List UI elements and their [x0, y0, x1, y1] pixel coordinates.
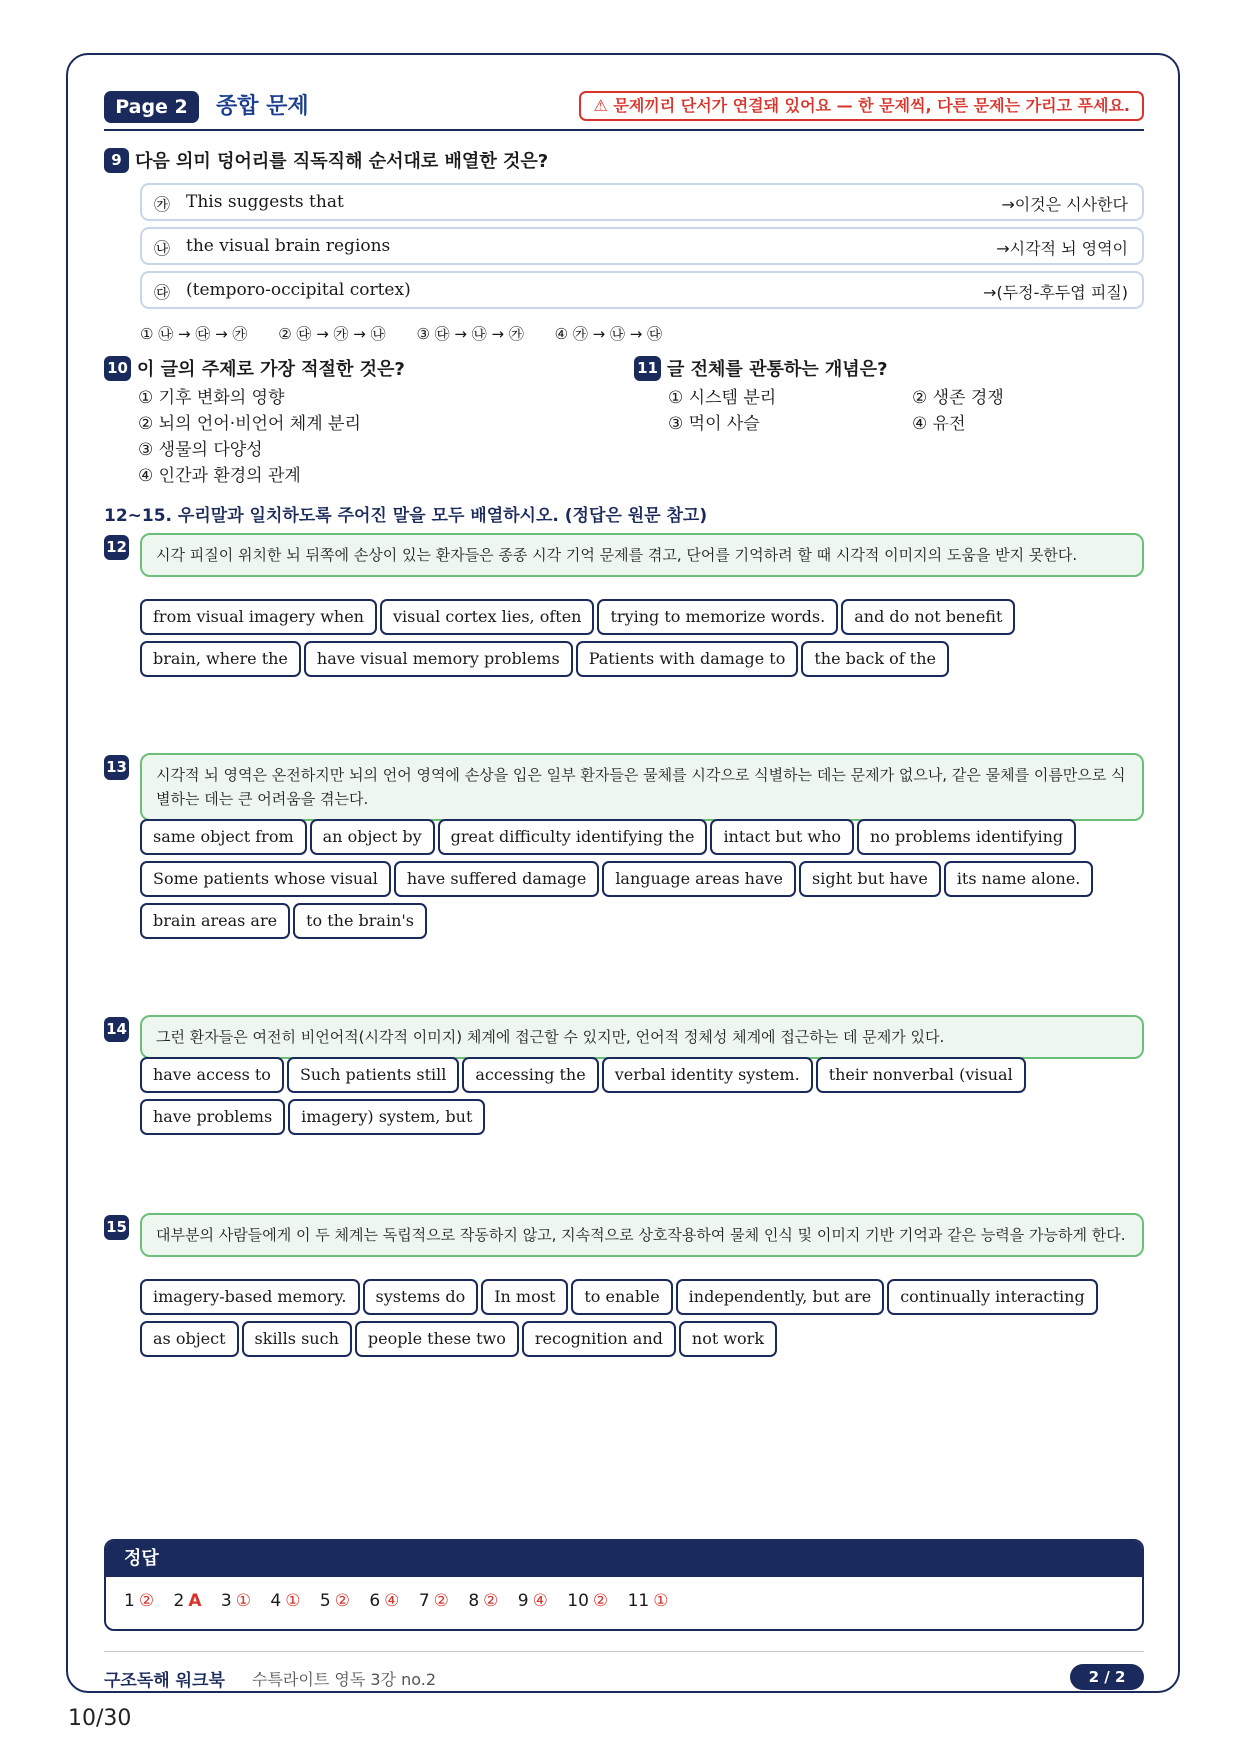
word-chip[interactable]: their nonverbal (visual — [816, 1057, 1026, 1093]
chunk-korean: →이것은 시사한다 — [1001, 195, 1128, 214]
footer-brand: 구조독해 워크북 — [104, 1671, 225, 1691]
q10-option-3[interactable]: ③ 생물의 다양성 — [138, 440, 263, 460]
answer-item: 10 ② — [567, 1591, 609, 1611]
q9-option-2[interactable]: ② ㉰ → ㉮ → ㉯ — [278, 325, 386, 343]
q11-number: 11 — [634, 356, 661, 381]
document-page-count: 10/30 — [68, 1706, 132, 1731]
word-chip[interactable]: language areas have — [602, 861, 796, 897]
word-chip[interactable]: no problems identifying — [857, 819, 1076, 855]
page-badge: Page 2 — [104, 91, 199, 123]
word-chip[interactable]: accessing the — [462, 1057, 598, 1093]
q11-option-4[interactable]: ④ 유전 — [912, 414, 966, 434]
word-chip[interactable]: have access to — [140, 1057, 284, 1093]
word-chip[interactable]: imagery) system, but — [288, 1099, 485, 1135]
chunk-english: (temporo-occipital cortex) — [186, 280, 411, 300]
q12-number: 12 — [104, 535, 129, 560]
word-chip[interactable]: In most — [481, 1279, 568, 1315]
q11-option-1[interactable]: ① 시스템 분리 — [668, 388, 777, 408]
word-chip[interactable]: Such patients still — [287, 1057, 459, 1093]
q9-title: 다음 의미 덩어리를 직독직해 순서대로 배열한 것은? — [135, 151, 549, 172]
q11-heading — [634, 355, 888, 381]
word-chip[interactable]: an object by — [310, 819, 435, 855]
q12-word-bank — [140, 599, 1144, 683]
chunk-english: the visual brain regions — [186, 236, 391, 256]
word-chip[interactable]: independently, but are — [676, 1279, 885, 1315]
word-chip[interactable]: systems do — [363, 1279, 479, 1315]
word-chip[interactable]: from visual imagery when — [140, 599, 377, 635]
word-chip[interactable]: Some patients whose visual — [140, 861, 391, 897]
answer-item: 3 ① — [220, 1591, 251, 1611]
q9-option-4[interactable]: ④ ㉮ → ㉯ → ㉰ — [554, 325, 663, 343]
word-chip[interactable]: the back of the — [801, 641, 949, 677]
word-chip[interactable]: brain, where the — [140, 641, 301, 677]
answer-item: 5 ② — [319, 1591, 350, 1611]
answer-key-list — [106, 1577, 1142, 1611]
q13-word-bank — [140, 819, 1144, 945]
answer-item: 9 ④ — [517, 1591, 548, 1611]
word-chip[interactable]: recognition and — [522, 1321, 676, 1357]
page-header — [104, 91, 1144, 131]
section-heading: 12~15. 우리말과 일치하도록 주어진 말을 모두 배열하시오. (정답은 원문 참고) — [104, 506, 708, 526]
q9-heading — [104, 147, 548, 173]
q9-options — [140, 323, 688, 344]
q15-korean-sentence: 대부분의 사람들에게 이 두 체계는 독립적으로 작동하지 않고, 지속적으로 상호작용하여 물체 인식 및 이미지 기반 기억과 같은 능력을 가능하게 한다. — [140, 1213, 1144, 1257]
q14-number: 14 — [104, 1017, 129, 1042]
q10-heading — [104, 355, 405, 381]
q10-option-2[interactable]: ② 뇌의 언어·비언어 체계 분리 — [138, 414, 361, 434]
q10-option-4[interactable]: ④ 인간과 환경의 관계 — [138, 466, 301, 486]
q9-number: 9 — [104, 148, 129, 173]
q9-chunk-c — [140, 271, 1144, 309]
q10-option-1[interactable]: ① 기후 변화의 영향 — [138, 388, 285, 408]
word-chip[interactable]: intact but who — [710, 819, 854, 855]
answer-item: 6 ④ — [369, 1591, 400, 1611]
word-chip[interactable]: verbal identity system. — [602, 1057, 813, 1093]
page-footer — [104, 1651, 1144, 1691]
word-chip[interactable]: great difficulty identifying the — [438, 819, 708, 855]
word-chip[interactable]: as object — [140, 1321, 239, 1357]
word-chip[interactable]: sight but have — [799, 861, 941, 897]
chunk-english: This suggests that — [186, 192, 344, 212]
q10-options — [138, 385, 361, 489]
answer-item: 7 ② — [418, 1591, 449, 1611]
q9-option-3[interactable]: ③ ㉰ → ㉯ → ㉮ — [416, 325, 524, 343]
page-title: 종합 문제 — [216, 94, 309, 119]
q9-chunk-b — [140, 227, 1144, 265]
answer-item: 2 A — [173, 1591, 202, 1611]
q11-option-3[interactable]: ③ 먹이 사슬 — [668, 414, 760, 434]
answer-key — [104, 1539, 1144, 1631]
word-chip[interactable]: have visual memory problems — [304, 641, 573, 677]
q9-option-1[interactable]: ① ㉯ → ㉰ → ㉮ — [140, 325, 248, 343]
q10-number: 10 — [104, 356, 131, 381]
word-chip[interactable]: continually interacting — [887, 1279, 1098, 1315]
footer-page-badge: 2 / 2 — [1070, 1664, 1144, 1690]
word-chip[interactable]: its name alone. — [944, 861, 1094, 897]
word-chip[interactable]: Patients with damage to — [576, 641, 799, 677]
word-chip[interactable]: skills such — [242, 1321, 352, 1357]
q12-korean-sentence: 시각 피질이 위치한 뇌 뒤쪽에 손상이 있는 환자들은 종종 시각 기억 문제를 겪고, 단어를 기억하려 할 때 시각적 이미지의 도움을 받지 못한다. — [140, 533, 1144, 577]
word-chip[interactable]: trying to memorize words. — [597, 599, 838, 635]
q14-word-bank — [140, 1057, 1144, 1141]
word-chip[interactable]: imagery-based memory. — [140, 1279, 360, 1315]
warning-notice: ⚠ 문제끼리 단서가 연결돼 있어요 — 한 문제씩, 다른 문제는 가리고 푸세요. — [579, 91, 1144, 121]
q14-korean-sentence: 그런 환자들은 여전히 비언어적(시각적 이미지) 체계에 접근할 수 있지만, 언어적 정체성 체계에 접근하는 데 문제가 있다. — [140, 1015, 1144, 1059]
chunk-korean: →(두정-후두엽 피질) — [983, 283, 1128, 302]
worksheet-page — [66, 53, 1180, 1693]
word-chip[interactable]: not work — [679, 1321, 777, 1357]
chunk-mark: ㉮ — [154, 195, 171, 214]
answer-item: 1 ② — [124, 1591, 155, 1611]
word-chip[interactable]: have problems — [140, 1099, 285, 1135]
q13-korean-sentence: 시각적 뇌 영역은 온전하지만 뇌의 언어 영역에 손상을 입은 일부 환자들은 물체를 시각으로 식별하는 데는 문제가 없으나, 같은 물체를 이름만으로 식별하는 데는 큰 어려움을 겪는다. — [140, 753, 1144, 821]
answer-item: 11 ① — [627, 1591, 669, 1611]
answer-item: 8 ② — [468, 1591, 499, 1611]
q10-title: 이 글의 주제로 가장 적절한 것은? — [137, 359, 405, 380]
q9-chunk-a — [140, 183, 1144, 221]
chunk-korean: →시각적 뇌 영역이 — [996, 239, 1128, 258]
word-chip[interactable]: brain areas are — [140, 903, 290, 939]
word-chip[interactable]: and do not benefit — [841, 599, 1015, 635]
word-chip[interactable]: visual cortex lies, often — [380, 599, 595, 635]
q13-number: 13 — [104, 755, 129, 780]
q15-number: 15 — [104, 1215, 129, 1240]
word-chip[interactable]: same object from — [140, 819, 307, 855]
q15-word-bank — [140, 1279, 1144, 1363]
worksheet-content — [104, 91, 1144, 1691]
q11-option-2[interactable]: ② 생존 경쟁 — [912, 388, 1004, 408]
answer-item: 4 ① — [270, 1591, 301, 1611]
chunk-mark: ㉰ — [154, 283, 171, 302]
footer-subtitle: 수특라이트 영독 3강 no.2 — [252, 1670, 436, 1689]
word-chip[interactable]: to the brain's — [293, 903, 427, 939]
word-chip[interactable]: to enable — [571, 1279, 672, 1315]
answer-key-heading: 정답 — [106, 1541, 1142, 1577]
word-chip[interactable]: have suffered damage — [394, 861, 599, 897]
word-chip[interactable]: people these two — [355, 1321, 519, 1357]
q11-title: 글 전체를 관통하는 개념은? — [667, 359, 888, 380]
chunk-mark: ㉯ — [154, 239, 171, 258]
